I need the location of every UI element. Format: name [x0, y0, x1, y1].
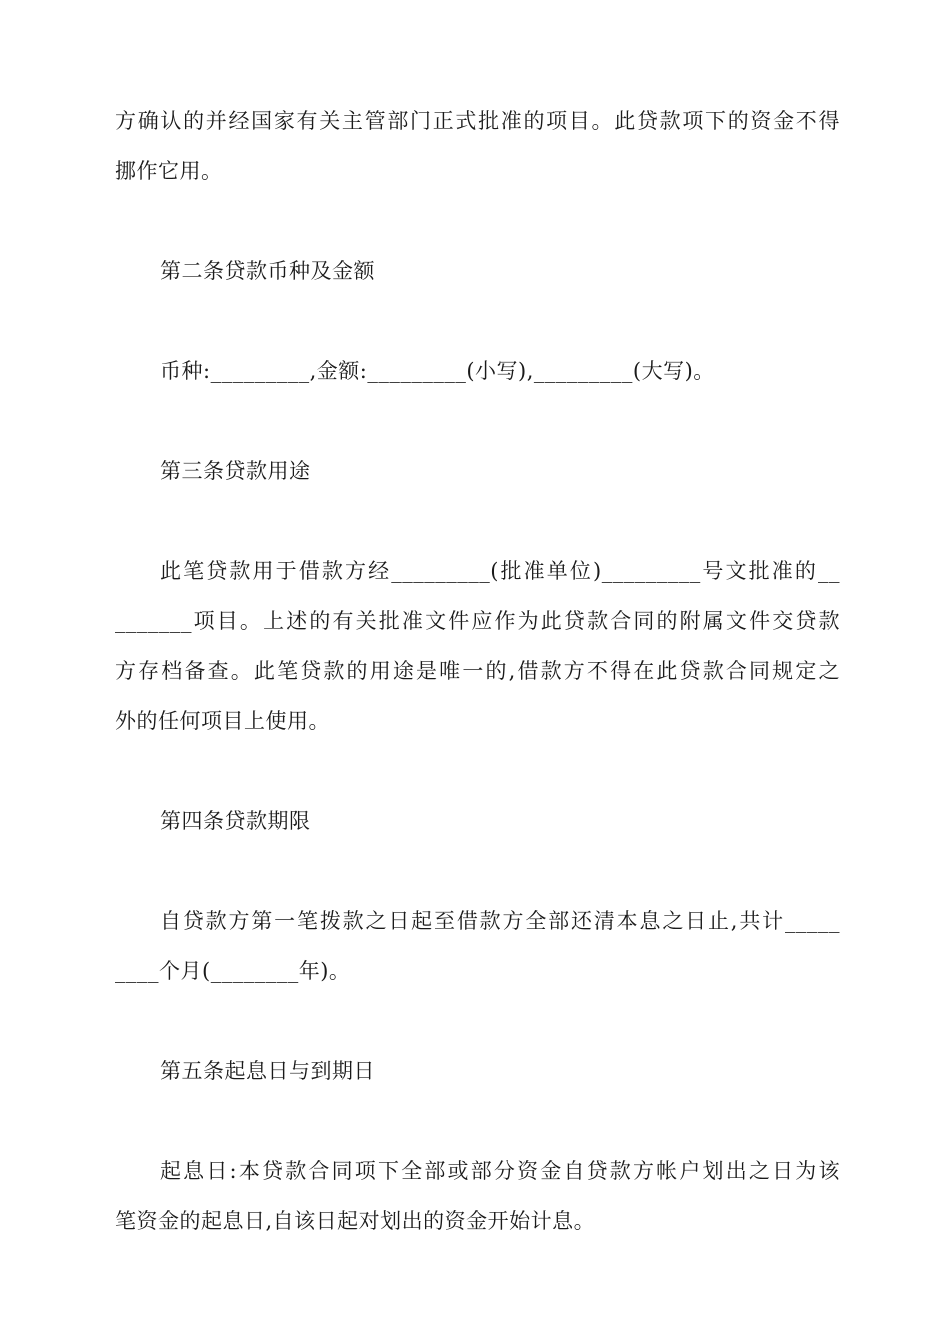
paragraph-line: 起息日:本贷款合同项下全部或部分资金自贷款方帐户划出之日为该: [160, 1159, 840, 1183]
paragraph-line: 自贷款方第一笔拨款之日起至借款方全部还清本息之日止,共计_____: [160, 909, 840, 933]
paragraph-line: 笔资金的起息日,自该日起对划出的资金开始计息。: [115, 1209, 596, 1233]
currency-amount-line: 币种:_________,金额:_________(小写),_________(大写)。: [160, 359, 715, 383]
paragraph-line: 挪作它用。: [115, 159, 223, 183]
paragraph-line: 方确认的并经国家有关主管部门正式批准的项目。此贷款项下的资金不得: [115, 109, 840, 133]
section-heading-article-5: 第五条起息日与到期日: [160, 1059, 375, 1083]
paragraph-line: _______项目。上述的有关批准文件应作为此贷款合同的附属文件交贷款: [115, 609, 840, 633]
section-heading-article-2: 第二条贷款币种及金额: [160, 259, 375, 283]
section-heading-article-3: 第三条贷款用途: [160, 459, 311, 483]
paragraph-line: 外的任何项目上使用。: [115, 709, 330, 733]
section-heading-article-4: 第四条贷款期限: [160, 809, 311, 833]
paragraph-line: 此笔贷款用于借款方经_________(批准单位)_________号文批准的__: [160, 559, 840, 583]
paragraph-line: ____个月(________年)。: [115, 959, 351, 983]
paragraph-line: 方存档备查。此笔贷款的用途是唯一的,借款方不得在此贷款合同规定之: [115, 659, 840, 683]
